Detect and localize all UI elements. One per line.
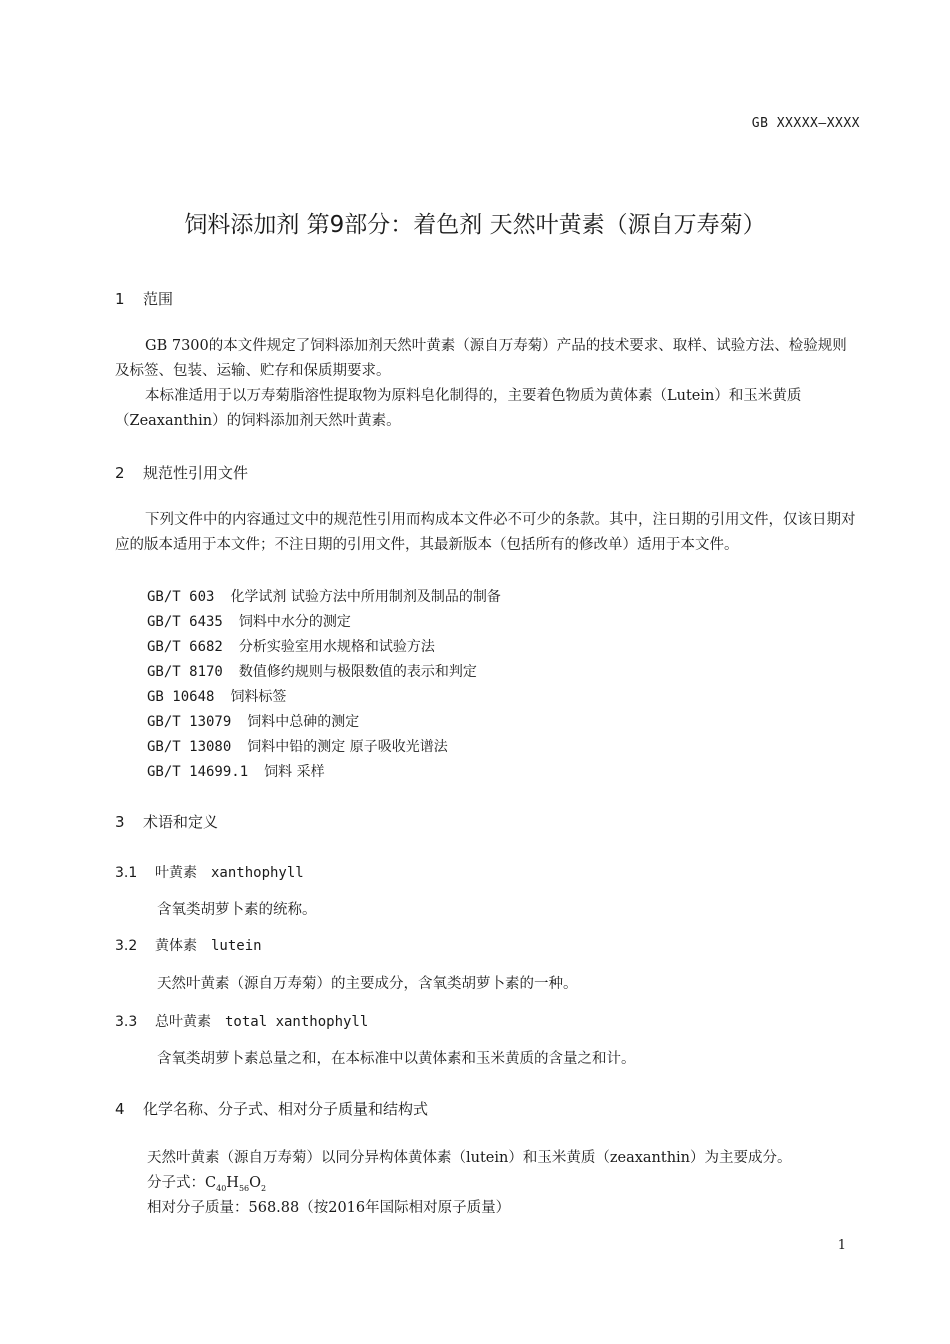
term-english: lutein <box>211 938 262 954</box>
reference-title: 饲料中水分的测定 <box>238 614 351 630</box>
term-definition: 含氧类胡萝卜素的统称。 <box>157 902 317 918</box>
section-title: 术语和定义 <box>143 813 219 831</box>
paragraph-text: 下列文件中的内容通过文中的规范性引用而构成本文件必不可少的条款。其中，注日期的引用文件，仅该日期对应的版本适用于本文件；不注日期的引用文件，其最新版本（包括所有的修改单）适用于本文件。 <box>115 512 856 553</box>
section-1-heading <box>115 288 173 309</box>
reference-item <box>147 586 501 606</box>
section-number: 3 <box>115 813 125 831</box>
section-3-heading <box>115 811 218 832</box>
term-english: total xanthophyll <box>225 1014 369 1030</box>
section-title: 范围 <box>143 290 174 308</box>
reference-item <box>147 636 435 656</box>
term-name: 黄体素 <box>155 938 197 954</box>
reference-title: 饲料中总砷的测定 <box>247 714 360 730</box>
formula-h-count: 56 <box>238 1183 250 1193</box>
document-title: 饲料添加剂 第9部分：着色剂 天然叶黄素（源自万寿菊） <box>184 212 766 238</box>
section-4-heading <box>115 1098 428 1119</box>
formula-c-count: 40 <box>216 1183 227 1193</box>
term-number: 3.2 <box>115 938 138 954</box>
formula-o: O <box>249 1175 262 1191</box>
reference-code: GB 10648 <box>147 689 215 705</box>
reference-item <box>147 736 448 756</box>
section-2-heading <box>115 462 248 483</box>
term-name: 叶黄素 <box>155 865 197 881</box>
reference-code: GB/T 13080 <box>147 739 232 755</box>
reference-title: 数值修约规则与极限数值的表示和判定 <box>238 664 477 680</box>
reference-title: 饲料标签 <box>230 689 287 705</box>
reference-item <box>147 761 325 781</box>
reference-title: 化学试剂 试验方法中所用制剂及制品的制备 <box>230 589 501 605</box>
reference-title: 饲料 采样 <box>264 764 325 780</box>
term-number: 3.3 <box>115 1014 138 1030</box>
formula-o-count: 2 <box>261 1183 267 1193</box>
term-english: xanthophyll <box>211 865 304 881</box>
section-number: 1 <box>115 290 125 308</box>
reference-item <box>147 611 351 631</box>
molecular-formula <box>147 1171 266 1193</box>
chemical-description: 天然叶黄素（源自万寿菊）以同分异构体黄体素（lutein）和玉米黄质（zeaxanthin）为主要成分。 <box>147 1150 792 1166</box>
section-1-paragraph-1 <box>115 334 860 384</box>
term-heading <box>115 1011 368 1031</box>
relative-molecular-mass: 相对分子质量：568.88（按2016年国际相对原子质量） <box>147 1200 511 1216</box>
section-title: 规范性引用文件 <box>143 464 249 482</box>
formula-c: C <box>205 1175 217 1191</box>
reference-code: GB/T 603 <box>147 589 215 605</box>
term-definition: 含氧类胡萝卜素总量之和，在本标准中以黄体素和玉米黄质的含量之和计。 <box>157 1051 636 1067</box>
reference-title: 饲料中铅的测定 原子吸收光谱法 <box>247 739 448 755</box>
reference-code: GB/T 14699.1 <box>147 764 249 780</box>
formula-label: 分子式： <box>147 1175 205 1191</box>
reference-item <box>147 711 359 731</box>
section-number: 2 <box>115 464 125 482</box>
reference-item <box>147 686 286 706</box>
reference-title: 分析实验室用水规格和试验方法 <box>238 639 435 655</box>
reference-code: GB/T 13079 <box>147 714 232 730</box>
term-heading <box>115 862 304 882</box>
term-definition: 天然叶黄素（源自万寿菊）的主要成分，含氧类胡萝卜素的一种。 <box>157 976 578 992</box>
section-2-intro <box>115 508 860 558</box>
reference-code: GB/T 6435 <box>147 614 223 630</box>
term-name: 总叶黄素 <box>155 1014 211 1030</box>
section-number: 4 <box>115 1100 125 1118</box>
reference-code: GB/T 6682 <box>147 639 223 655</box>
reference-item <box>147 661 477 681</box>
term-number: 3.1 <box>115 865 138 881</box>
paragraph-text: 本标准适用于以万寿菊脂溶性提取物为原料皂化制得的，主要着色物质为黄体素（Lutein）和玉米黄质（Zeaxanthin）的饲料添加剂天然叶黄素。 <box>115 388 802 429</box>
formula-h: H <box>226 1175 239 1191</box>
section-1-paragraph-2 <box>115 384 860 434</box>
term-heading <box>115 935 262 955</box>
paragraph-text: GB 7300的本文件规定了饲料添加剂天然叶黄素（源自万寿菊）产品的技术要求、取样、试验方法、检验规则及标签、包装、运输、贮存和保质期要求。 <box>115 338 847 379</box>
page-number: 1 <box>837 1238 846 1253</box>
section-title: 化学名称、分子式、相对分子质量和结构式 <box>143 1100 429 1118</box>
reference-code: GB/T 8170 <box>147 664 223 680</box>
standard-code: GB XXXXX—XXXX <box>751 116 860 131</box>
